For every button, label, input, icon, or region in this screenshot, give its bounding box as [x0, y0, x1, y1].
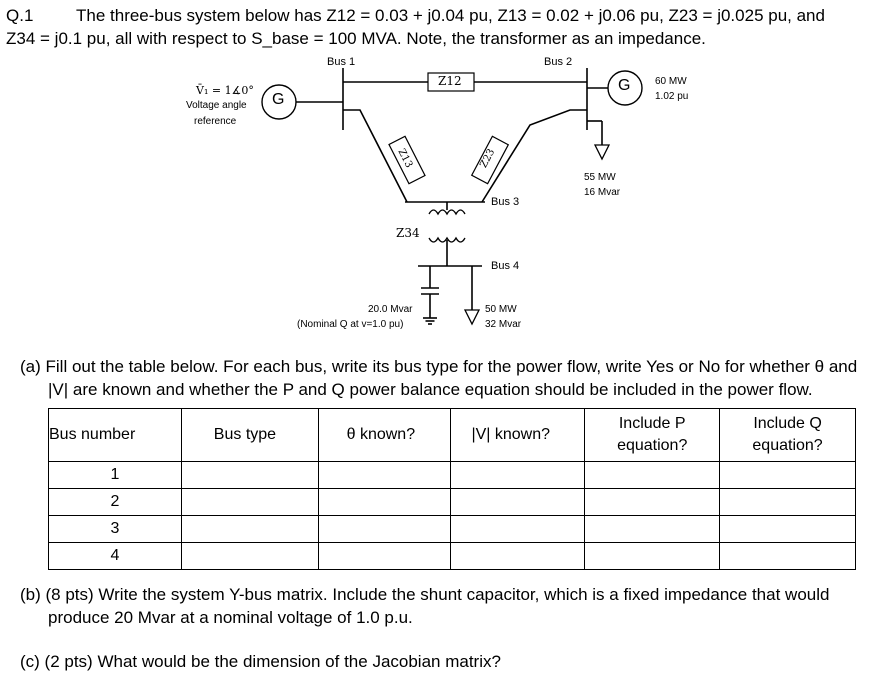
load2-mvar: 16 Mvar: [584, 187, 621, 198]
load2-mw: 55 MW: [584, 172, 616, 183]
capacitor-note: (Nominal Q at v=1.0 pu): [297, 319, 404, 330]
table-row: [49, 543, 856, 570]
header-bus-type: Bus type: [181, 409, 318, 462]
capacitor-rating: 20.0 Mvar: [368, 304, 413, 315]
part-b-line2: produce 20 Mvar at a nominal voltage of 1.0 p.u.: [48, 608, 413, 627]
table-header-row: [49, 409, 856, 462]
load4-mw: 50 MW: [485, 304, 517, 315]
v-known-cell[interactable]: [451, 462, 585, 489]
table-row: [49, 516, 856, 543]
gen2-pu: 1.02 pu: [655, 91, 689, 102]
theta-known-cell[interactable]: [318, 516, 451, 543]
bus-type-cell[interactable]: [181, 516, 318, 543]
bus-type-cell[interactable]: [181, 462, 318, 489]
question-intro-line1: The three-bus system below has Z12 = 0.03 + j0.04 pu, Z13 = 0.02 + j0.06 pu, Z23 = j0.025 pu, and: [76, 6, 825, 25]
z34-label: Z34: [396, 226, 420, 240]
load4-mvar: 32 Mvar: [485, 319, 522, 330]
v-known-cell[interactable]: [451, 489, 585, 516]
theta-known-cell[interactable]: [318, 462, 451, 489]
bus-number-cell: 2: [49, 489, 182, 516]
include-p-cell[interactable]: [585, 516, 720, 543]
v1-ref-line2: reference: [194, 116, 237, 127]
transformer-primary: [429, 210, 465, 214]
include-q-cell[interactable]: [720, 462, 856, 489]
theta-known-cell[interactable]: [318, 489, 451, 516]
generator2-symbol: G: [618, 77, 631, 94]
v1-label: V̄₁ = 1∡0°: [196, 84, 254, 97]
include-q-cell[interactable]: [720, 516, 856, 543]
part-a-line2: |V| are known and whether the P and Q power balance equation should be included in the power flow.: [48, 380, 813, 399]
bus4-label: Bus 4: [491, 260, 520, 272]
include-p-cell[interactable]: [585, 462, 720, 489]
header-bus-number: Bus number: [49, 409, 182, 462]
bus-number-cell: 3: [49, 516, 182, 543]
bus-table: [48, 408, 856, 570]
generator1-symbol: G: [272, 91, 285, 108]
table-row: [49, 489, 856, 516]
include-p-cell[interactable]: [585, 543, 720, 570]
theta-known-cell[interactable]: [318, 543, 451, 570]
bus-number-cell: 1: [49, 462, 182, 489]
include-q-cell[interactable]: [720, 543, 856, 570]
bus-type-cell[interactable]: [181, 489, 318, 516]
table-row: [49, 462, 856, 489]
bus1-label: Bus 1: [327, 56, 356, 68]
header-include-p: Include P equation?: [585, 409, 720, 462]
header-theta-known: θ known?: [318, 409, 451, 462]
v-known-cell[interactable]: [451, 516, 585, 543]
bus2-label: Bus 2: [544, 56, 573, 68]
question-intro-line2: Z34 = j0.1 pu, all with respect to S_base = 100 MVA. Note, the transformer as an impedance.: [6, 29, 706, 48]
z13-label: Z13: [395, 147, 415, 170]
load2-arrow: [595, 145, 609, 159]
z12-label: Z12: [438, 74, 462, 88]
load4-arrow: [465, 310, 479, 324]
z23-label: Z23: [478, 147, 498, 170]
include-q-cell[interactable]: [720, 489, 856, 516]
v1-ref-line1: Voltage angle: [186, 100, 247, 111]
header-v-known: |V| known?: [451, 409, 585, 462]
v-known-cell[interactable]: [451, 543, 585, 570]
part-a-line1: (a) Fill out the table below. For each bus, write its bus type for the power flow, write Yes or No for whether θ and: [20, 357, 858, 376]
include-p-cell[interactable]: [585, 489, 720, 516]
bus3-label: Bus 3: [491, 196, 520, 208]
part-b-line1: (b) (8 pts) Write the system Y-bus matrix. Include the shunt capacitor, which is a fixed impedance that would: [20, 585, 830, 604]
bus-number-cell: 4: [49, 543, 182, 570]
gen2-mw: 60 MW: [655, 76, 687, 87]
question-number: Q.1: [6, 6, 34, 25]
part-c-line1: (c) (2 pts) What would be the dimension of the Jacobian matrix?: [20, 652, 501, 671]
bus-type-cell[interactable]: [181, 543, 318, 570]
header-include-q: Include Q equation?: [720, 409, 856, 462]
